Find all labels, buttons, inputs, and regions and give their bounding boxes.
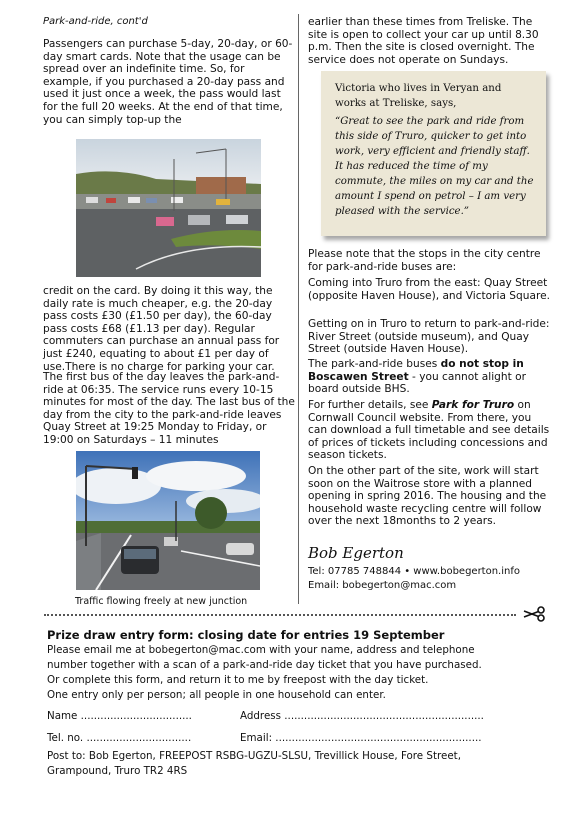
- postal-address-line-2: Grampound, Truro TR2 4RS: [47, 765, 188, 777]
- photo-caption: Traffic flowing freely at new junction: [75, 596, 248, 607]
- testimonial-box: [321, 71, 546, 236]
- postal-address-line-1: Post to: Bob Egerton, FREEPOST RSBG-UGZU-SLSU, Trevillick House, Fore Street,: [47, 750, 461, 762]
- junction-photo: [76, 451, 260, 590]
- car-park-photo: [76, 139, 261, 277]
- contact-email: Email: bobegerton@mac.com: [308, 580, 457, 591]
- paragraph-east-stops: Coming into Truro from the east: Quay Street (opposite Haven House), and Victoria Square.: [308, 277, 550, 302]
- cut-line: [44, 614, 516, 616]
- testimonial-quote: “Great to see the park and ride from this side of Truro, quicker to get into work, very efficient and friendly staff. It has reduced the time of my commute, the miles on my car and the amount I spend on petrol – I am very pleased with the service.”: [335, 116, 534, 217]
- paragraph-boscawen: The park-and-ride buses do not stop in Boscawen Street - you cannot alight or board outside BHS.: [308, 358, 526, 396]
- form-line-4: One entry only per person; all people in one household can enter.: [47, 689, 386, 701]
- paragraph-treliske: earlier than these times from Treliske. The site is open to collect your car up until 8.30 p.m. Then the site is closed overnight. The service does not operate on Sundays.: [308, 16, 539, 66]
- telephone-field[interactable]: Tel. no. ................................: [47, 732, 192, 744]
- form-line-1: Please email me at bobegerton@mac.com with your name, address and telephone: [47, 644, 475, 656]
- testimonial-intro: Victoria who lives in Veryan and works at Treliske, says,: [335, 83, 502, 109]
- paragraph-stops-intro: Please note that the stops in the city centre for park-and-ride buses are:: [308, 248, 541, 273]
- paragraph-return-stops: Getting on in Truro to return to park-and-ride: River Street (outside museum), and Quay Street (outside Haven House).: [308, 318, 550, 356]
- paragraph-waitrose: On the other part of the site, work will start soon on the Waitrose store with a planned opening in spring 2016. The housing and the household waste recycling centre will follow over the next 18months to 2 years.: [308, 465, 547, 528]
- address-field[interactable]: Address .............................................................: [240, 710, 484, 722]
- form-line-3: Or complete this form, and return it to me by freepost with the day ticket.: [47, 674, 429, 686]
- author-signature: Bob Egerton: [308, 544, 404, 562]
- column-divider: [298, 14, 299, 604]
- paragraph-smart-cards: Passengers can purchase 5-day, 20-day, or 60-day smart cards. Note that the usage can be spread over an indefinite time. So, for example, if you purchased a 20-day pass and used it just once a week, the pass would last for the full 20 weeks. At the end of that time, you can simply top-up the: [43, 38, 293, 126]
- paragraph-further-details: For further details, see Park for Truro on Cornwall Council website. From there, you can download a full timetable and see details of prices of tickets including concessions and season tickets.: [308, 399, 550, 462]
- form-title: Prize draw entry form: closing date for entries 19 September: [47, 628, 445, 642]
- name-field[interactable]: Name ..................................: [47, 710, 192, 722]
- contact-telephone: Tel: 07785 748844 • www.bobegerton.info: [308, 566, 520, 577]
- form-line-2: number together with a scan of a park-and-ride day ticket that you have purchased.: [47, 659, 482, 671]
- email-field[interactable]: Email: ...............................................................: [240, 732, 482, 744]
- paragraph-bus-times: The first bus of the day leaves the park-and-ride at 06:35. The service runs every 10-15 minutes for most of the day. The last bus of the day from the city to the park-and-ride leaves Quay Street at 19:25 Monday to Friday, or 19:00 on Saturdays – 11 minutes: [43, 371, 295, 446]
- continued-heading: Park-and-ride, cont'd: [43, 16, 148, 27]
- scissors-icon: [522, 606, 546, 626]
- paragraph-pricing: credit on the card. By doing it this way, the daily rate is much cheaper, e.g. the 20-day pass costs £30 (£1.50 per day), the 60-day pass costs £68 (£1.13 per day). Regular commuters can purchase an annual pass for just £240, equating to about £1 per day of use.There is no charge for parking your car.: [43, 285, 280, 373]
